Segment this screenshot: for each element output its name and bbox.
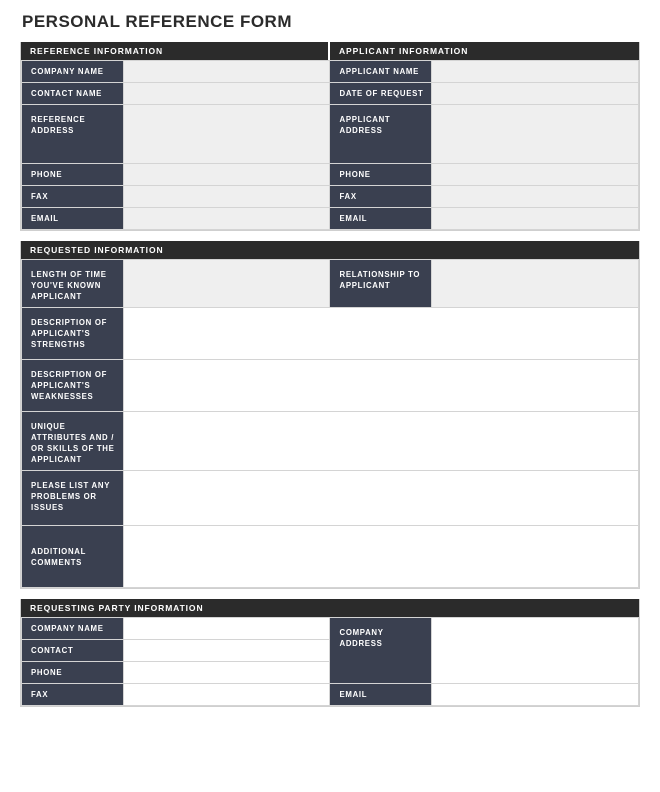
field-label-length-of-time-known: LENGTH OF TIME YOU'VE KNOWN APPLICANT [22,260,124,308]
table-row [22,412,639,471]
section-header-requested-information: REQUESTED INFORMATION [21,241,639,259]
table-row [22,260,639,308]
field-input-date-of-request[interactable] [432,83,639,105]
field-input-problems-or-issues[interactable] [123,471,638,526]
table-row [22,164,639,186]
table-row [22,471,639,526]
table-row [22,83,639,105]
field-label-additional-comments: ADDITIONAL COMMENTS [22,526,124,588]
field-label-date-of-request: DATE OF REQUEST [330,83,432,105]
section-requested-information [20,241,640,589]
field-label-applicant-fax: FAX [330,186,432,208]
table-row [22,105,639,164]
table-row [22,186,639,208]
field-input-requesting-fax[interactable] [123,684,330,706]
field-label-unique-attributes: UNIQUE ATTRIBUTES AND / OR SKILLS OF THE APPLICANT [22,412,124,471]
table-row [22,360,639,412]
field-label-applicant-name: APPLICANT NAME [330,61,432,83]
field-input-requesting-company-address[interactable] [432,618,639,684]
field-input-reference-phone[interactable] [123,164,330,186]
table-row [22,61,639,83]
section-header-applicant-information: APPLICANT INFORMATION [330,42,639,60]
field-label-company-name: COMPANY NAME [22,61,124,83]
table-row [22,208,639,230]
field-label-requesting-company-name: COMPANY NAME [22,618,124,640]
field-label-requesting-email: EMAIL [330,684,432,706]
field-input-reference-email[interactable] [123,208,330,230]
field-input-requesting-email[interactable] [432,684,639,706]
field-label-reference-address: REFERENCE ADDRESS [22,105,124,164]
field-input-applicant-email[interactable] [432,208,639,230]
field-input-applicant-phone[interactable] [432,164,639,186]
field-input-requesting-phone[interactable] [123,662,330,684]
table-row [22,618,639,640]
page-title: PERSONAL REFERENCE FORM [22,12,292,31]
field-input-company-name[interactable] [123,61,330,83]
field-input-additional-comments[interactable] [123,526,638,588]
section-requesting-party-information [20,599,640,707]
field-label-reference-phone: PHONE [22,164,124,186]
reference-applicant-table [21,60,639,230]
field-input-strengths[interactable] [123,308,638,360]
table-row [22,308,639,360]
field-label-applicant-phone: PHONE [330,164,432,186]
section-reference-and-applicant [20,42,640,231]
field-input-applicant-address[interactable] [432,105,639,164]
field-input-relationship-to-applicant[interactable] [432,260,639,308]
field-input-requesting-company-name[interactable] [123,618,330,640]
field-label-applicant-address: APPLICANT ADDRESS [330,105,432,164]
field-input-length-of-time-known[interactable] [123,260,330,308]
field-label-strengths: DESCRIPTION OF APPLICANT'S STRENGTHS [22,308,124,360]
field-input-applicant-name[interactable] [432,61,639,83]
field-input-requesting-contact[interactable] [123,640,330,662]
field-input-contact-name[interactable] [123,83,330,105]
field-label-requesting-fax: FAX [22,684,124,706]
table-row [22,526,639,588]
field-input-weaknesses[interactable] [123,360,638,412]
field-label-applicant-email: EMAIL [330,208,432,230]
field-label-requesting-company-address: COMPANY ADDRESS [330,618,432,684]
field-label-reference-email: EMAIL [22,208,124,230]
field-label-requesting-contact: CONTACT [22,640,124,662]
field-input-reference-address[interactable] [123,105,330,164]
field-input-unique-attributes[interactable] [123,412,638,471]
field-label-contact-name: CONTACT NAME [22,83,124,105]
field-label-reference-fax: FAX [22,186,124,208]
section-header-requesting-party-information: REQUESTING PARTY INFORMATION [21,599,639,617]
section-headers-row [21,42,639,60]
field-label-requesting-phone: PHONE [22,662,124,684]
field-label-relationship-to-applicant: RELATIONSHIP TO APPLICANT [330,260,432,308]
section-header-reference-information: REFERENCE INFORMATION [21,42,330,60]
field-label-weaknesses: DESCRIPTION OF APPLICANT'S WEAKNESSES [22,360,124,412]
table-row [22,684,639,706]
requesting-party-table [21,617,639,706]
field-input-applicant-fax[interactable] [432,186,639,208]
requested-information-table [21,259,639,588]
field-label-problems-or-issues: PLEASE LIST ANY PROBLEMS OR ISSUES [22,471,124,526]
field-input-reference-fax[interactable] [123,186,330,208]
